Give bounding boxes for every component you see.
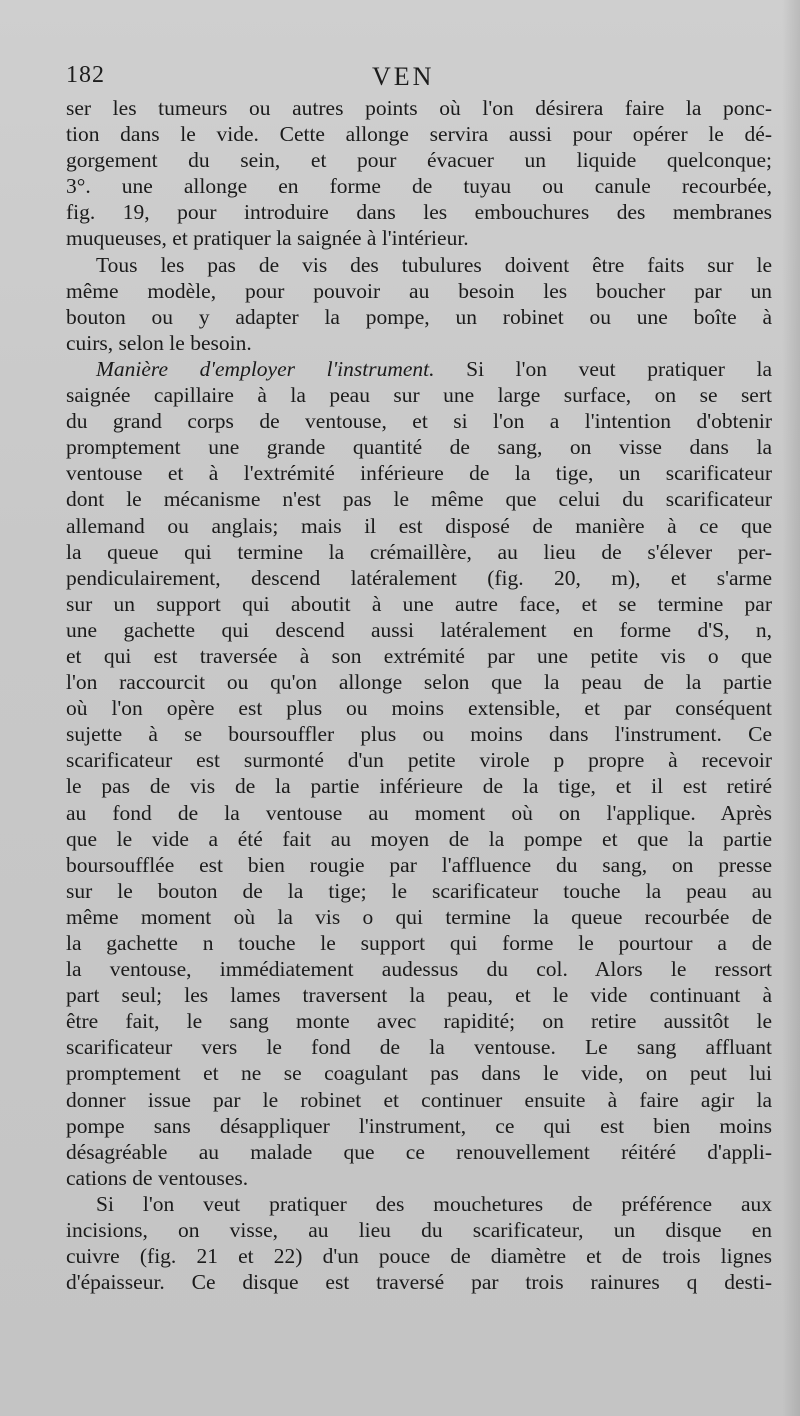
- text-line: fig. 19, pour introduire dans les embouchures des membranes: [66, 200, 772, 225]
- page-header: [66, 62, 766, 92]
- page-edge-shadow: [782, 0, 800, 1416]
- text-line: promptement une grande quantité de sang, on visse dans la: [66, 435, 772, 460]
- page-number: 182: [66, 62, 105, 88]
- text-line: Si l'on veut pratiquer des mouchetures de préférence aux: [96, 1191, 772, 1216]
- text-line: même modèle, pour pouvoir au besoin les boucher par un: [66, 278, 772, 303]
- text-line-with-heading: [66, 356, 772, 382]
- text-line: donner issue par le robinet et continuer ensuite à faire agir la: [66, 1087, 772, 1112]
- text-line: la ventouse, immédiatement audessus du col. Alors le ressort: [66, 957, 772, 982]
- text-line: saignée capillaire à la peau sur une large surface, on se sert: [66, 383, 772, 408]
- text-line: 3°. une allonge en forme de tuyau ou canule recourbée,: [66, 174, 772, 199]
- text-line: ventouse et à l'extrémité inférieure de la tige, un scarificateur: [66, 461, 772, 486]
- text-line: gorgement du sein, et pour évacuer un liquide quelconque;: [66, 148, 772, 173]
- text-line: pendiculairement, descend latéralement (fig. 20, m), et s'arme: [66, 565, 772, 590]
- text-line: désagréable au malade que ce renouvellement réitéré d'appli-: [66, 1139, 772, 1164]
- text-line: dont le mécanisme n'est pas le même que celui du scarificateur: [66, 487, 772, 512]
- text-line: bouton ou y adapter la pompe, un robinet ou une boîte à: [66, 304, 772, 329]
- text-line: allemand ou anglais; mais il est disposé de manière à ce que: [66, 513, 772, 538]
- text-line: cations de ventouses.: [66, 1165, 249, 1190]
- text-line: même moment où la vis o qui termine la queue recourbée de: [66, 904, 772, 929]
- text-line: sur le bouton de la tige; le scarificateur touche la peau au: [66, 878, 772, 903]
- italic-heading: Manière d'employer l'instrument.: [96, 356, 435, 381]
- text-line: une gachette qui descend aussi latéralement en forme d'S, n,: [66, 617, 772, 642]
- text-line: sur un support qui aboutit à une autre face, et se termine par: [66, 591, 772, 616]
- text-line: muqueuses, et pratiquer la saignée à l'intérieur.: [66, 226, 469, 251]
- text-line: la queue qui termine la crémaillère, au lieu de s'élever per-: [66, 539, 772, 564]
- text-line: cuirs, selon le besoin.: [66, 330, 252, 355]
- text-line: au fond de la ventouse au moment où on l'applique. Après: [66, 800, 772, 825]
- text-line: promptement et ne se coagulant pas dans le vide, on peut lui: [66, 1061, 772, 1086]
- body-text: [66, 95, 772, 1295]
- text-line: ser les tumeurs ou autres points où l'on désirera faire la ponc-: [66, 96, 772, 120]
- text-line: le pas de vis de la partie inférieure de la tige, et il est retiré: [66, 774, 772, 799]
- text-line: la gachette n touche le support qui forme le pourtour a de: [66, 931, 772, 955]
- text-line: incisions, on visse, au lieu du scarificateur, un disque en: [66, 1218, 772, 1243]
- text-line: du grand corps de ventouse, et si l'on a l'intention d'obtenir: [66, 409, 772, 434]
- text-line: d'épaisseur. Ce disque est traversé par trois rainures q desti-: [66, 1270, 772, 1295]
- text-line: part seul; les lames traversent la peau, et le vide continuant à: [66, 983, 772, 1008]
- text-line: Si l'on veut pratiquer la: [466, 356, 772, 381]
- text-line: Tous les pas de vis des tubulures doivent être faits sur le: [96, 252, 772, 277]
- text-line: boursoufflée est bien rougie par l'affluence du sang, on presse: [66, 852, 772, 877]
- text-line: pompe sans désappliquer l'instrument, ce qui est bien moins: [66, 1113, 772, 1138]
- text-line: et qui est traversée à son extrémité par une petite vis o que: [66, 643, 772, 668]
- text-line: où l'on opère est plus ou moins extensible, et par conséquent: [66, 696, 772, 721]
- text-line: scarificateur vers le fond de la ventouse. Le sang affluant: [66, 1035, 772, 1060]
- text-line: sujette à se boursouffler plus ou moins dans l'instrument. Ce: [66, 722, 772, 747]
- running-head: VEN: [372, 62, 435, 91]
- text-line: l'on raccourcit ou qu'on allonge selon que la peau de la partie: [66, 670, 772, 695]
- text-line: scarificateur est surmonté d'un petite virole p propre à recevoir: [66, 748, 772, 773]
- text-line: être fait, le sang monte avec rapidité; on retire aussitôt le: [66, 1009, 772, 1034]
- text-line: cuivre (fig. 21 et 22) d'un pouce de diamètre et de trois lignes: [66, 1244, 772, 1269]
- text-line: que le vide a été fait au moyen de la pompe et que la partie: [66, 826, 772, 851]
- text-line: tion dans le vide. Cette allonge servira aussi pour opérer le dé-: [66, 122, 772, 147]
